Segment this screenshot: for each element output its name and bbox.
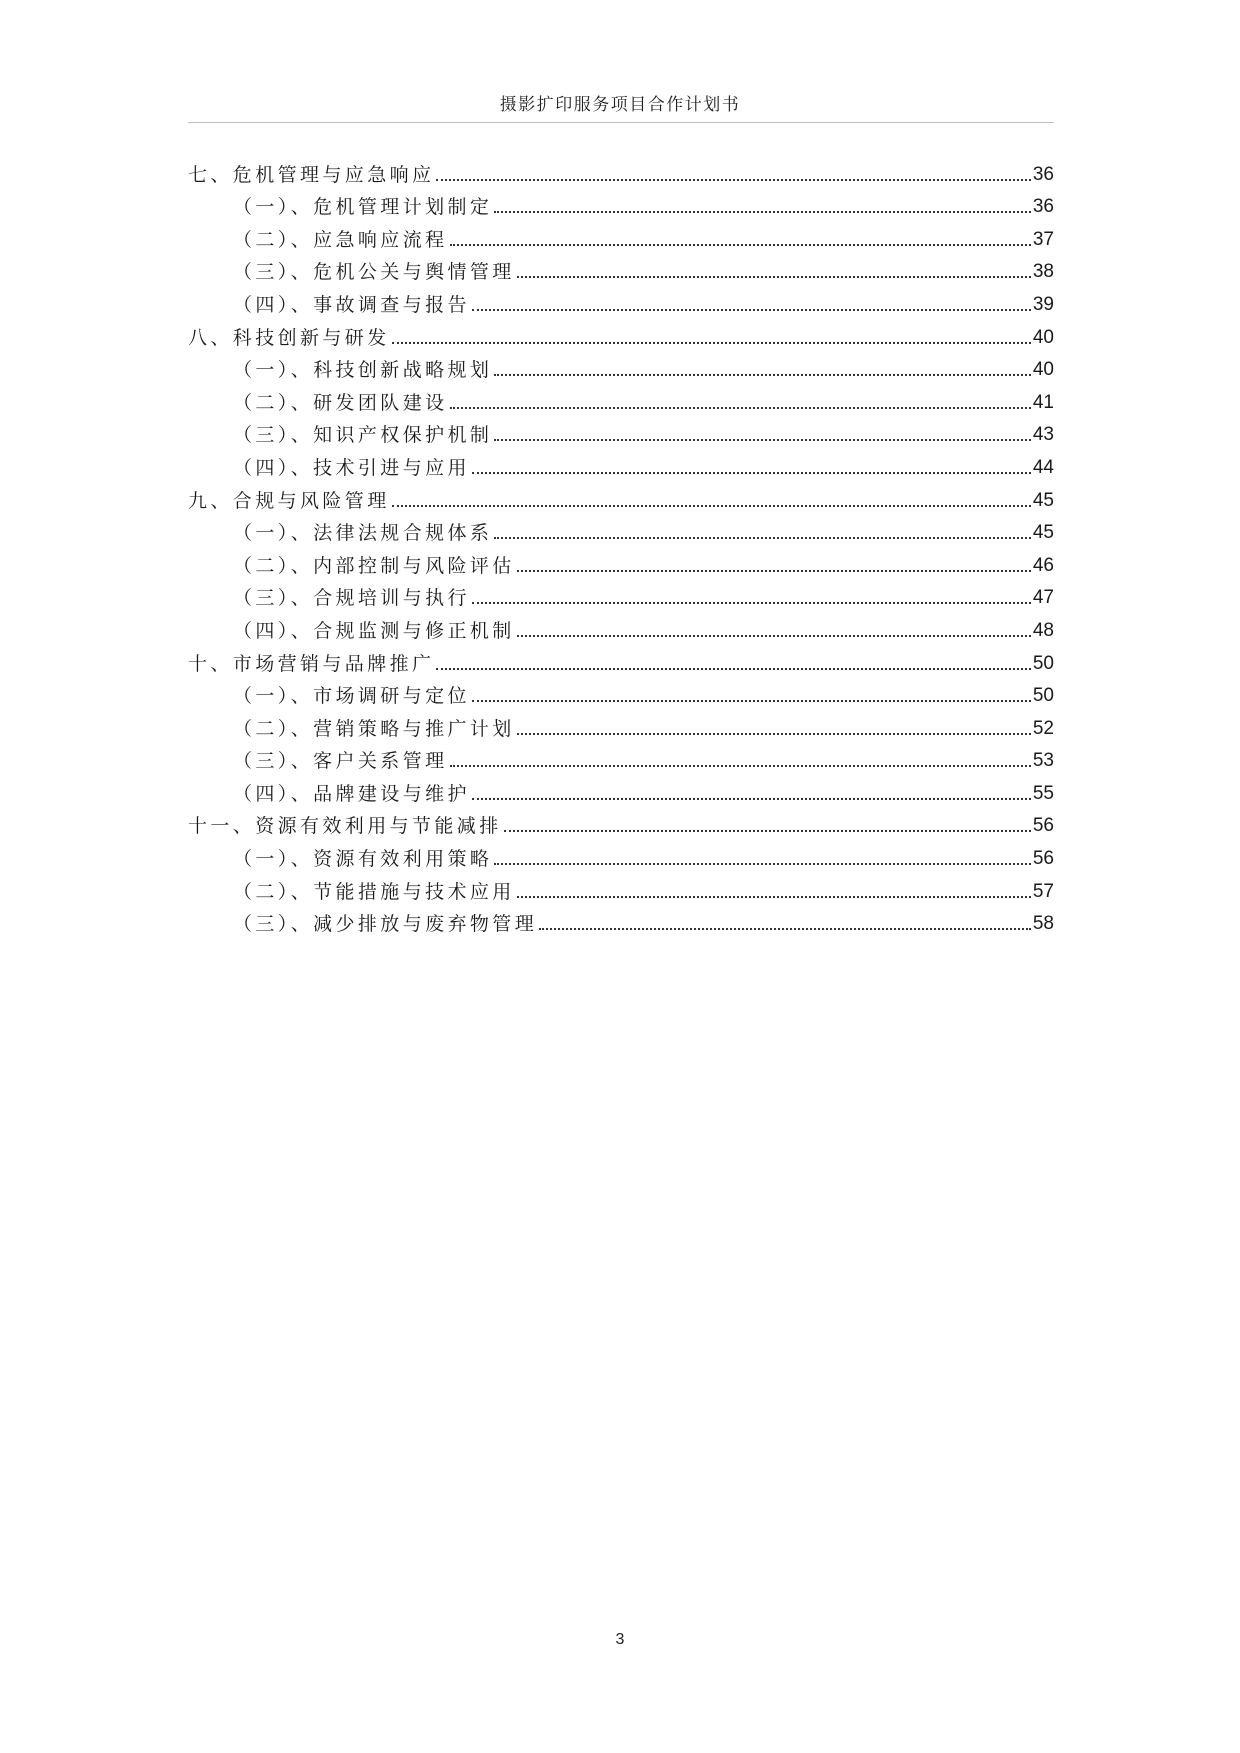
toc-section-entry[interactable] [188, 707, 1054, 740]
toc-entry-title: （三）、危机公关与舆情管理 [233, 261, 515, 284]
toc-dot-leader [450, 244, 1031, 246]
toc-dot-leader [472, 798, 1031, 800]
toc-entry-page: 50 [1032, 685, 1054, 707]
toc-section-entry[interactable] [188, 740, 1054, 773]
toc-entry-page: 57 [1032, 880, 1054, 902]
toc-entry-page: 55 [1032, 782, 1054, 804]
toc-entry-page: 36 [1032, 196, 1054, 218]
toc-entry-page: 36 [1032, 163, 1054, 185]
toc-entry-title: （三）、减少排放与废弃物管理 [233, 913, 538, 936]
toc-entry-page: 40 [1032, 326, 1054, 348]
toc-entry-title: （四）、品牌建设与维护 [233, 782, 470, 805]
toc-entry-title: （一）、法律法规合规体系 [233, 522, 493, 545]
toc-dot-leader [392, 342, 1031, 344]
toc-entry-title: 十一、资源有效利用与节能减排 [188, 815, 502, 838]
toc-dot-leader [472, 700, 1031, 702]
toc-dot-leader [517, 276, 1031, 278]
toc-entry-page: 46 [1032, 554, 1054, 576]
toc-entry-title: （三）、知识产权保护机制 [233, 424, 493, 447]
toc-entry-title: 七、危机管理与应急响应 [188, 163, 435, 186]
toc-section-entry[interactable] [188, 772, 1054, 805]
toc-section-entry[interactable] [188, 283, 1054, 316]
toc-chapter-entry[interactable] [188, 479, 1054, 512]
toc-chapter-entry[interactable] [188, 316, 1054, 349]
toc-entry-page: 58 [1032, 913, 1054, 935]
toc-dot-leader [436, 179, 1030, 181]
toc-section-entry[interactable] [188, 544, 1054, 577]
toc-entry-title: （二）、营销策略与推广计划 [233, 717, 515, 740]
toc-section-entry[interactable] [188, 446, 1054, 479]
toc-chapter-entry[interactable] [188, 153, 1054, 186]
toc-entry-page: 38 [1032, 261, 1054, 283]
toc-entry-page: 43 [1032, 424, 1054, 446]
toc-section-entry[interactable] [188, 870, 1054, 903]
toc-entry-title: （二）、研发团队建设 [233, 391, 448, 414]
toc-dot-leader [504, 830, 1031, 832]
toc-section-entry[interactable] [188, 512, 1054, 545]
toc-entry-title: 十、市场营销与品牌推广 [188, 652, 435, 675]
toc-dot-leader [392, 505, 1031, 507]
toc-entry-page: 50 [1032, 652, 1054, 674]
toc-entry-page: 48 [1032, 619, 1054, 641]
toc-entry-title: （三）、合规培训与执行 [233, 587, 470, 610]
toc-dot-leader [517, 896, 1031, 898]
toc-dot-leader [517, 635, 1031, 637]
toc-section-entry[interactable] [188, 903, 1054, 936]
toc-dot-leader [450, 765, 1031, 767]
toc-dot-leader [494, 439, 1031, 441]
toc-dot-leader [517, 570, 1031, 572]
page-header-title: 摄影扩印服务项目合作计划书 [499, 95, 741, 115]
toc-entry-title: （二）、内部控制与风险评估 [233, 554, 515, 577]
toc-section-entry[interactable] [188, 577, 1054, 610]
toc-entry-title: （二）、应急响应流程 [233, 228, 448, 251]
toc-section-entry[interactable] [188, 609, 1054, 642]
toc-entry-page: 56 [1032, 848, 1054, 870]
toc-dot-leader [436, 668, 1030, 670]
toc-section-entry[interactable] [188, 251, 1054, 284]
toc-dot-leader [494, 374, 1031, 376]
toc-dot-leader [450, 407, 1031, 409]
toc-entry-page: 40 [1032, 359, 1054, 381]
toc-entry-page: 37 [1032, 228, 1054, 250]
toc-section-entry[interactable] [188, 349, 1054, 382]
page-number: 3 [615, 1631, 625, 1648]
toc-entry-title: 九、合规与风险管理 [188, 489, 390, 512]
toc-entry-page: 44 [1032, 456, 1054, 478]
toc-entry-title: （二）、节能措施与技术应用 [233, 880, 515, 903]
toc-entry-title: （一）、危机管理计划制定 [233, 196, 493, 219]
toc-dot-leader [494, 863, 1031, 865]
header-divider [188, 122, 1054, 123]
toc-dot-leader [472, 309, 1031, 311]
toc-dot-leader [494, 537, 1031, 539]
toc-entry-page: 45 [1032, 522, 1054, 544]
toc-entry-page: 56 [1032, 815, 1054, 837]
toc-section-entry[interactable] [188, 186, 1054, 219]
toc-entry-title: （一）、市场调研与定位 [233, 685, 470, 708]
toc-dot-leader [472, 472, 1031, 474]
toc-entry-title: （三）、客户关系管理 [233, 750, 448, 773]
toc-entry-page: 47 [1032, 587, 1054, 609]
toc-section-entry[interactable] [188, 381, 1054, 414]
toc-dot-leader [539, 928, 1031, 930]
toc-section-entry[interactable] [188, 414, 1054, 447]
toc-entry-page: 52 [1032, 717, 1054, 739]
toc-entry-title: （一）、科技创新战略规划 [233, 359, 493, 382]
toc-section-entry[interactable] [188, 837, 1054, 870]
toc-entry-page: 39 [1032, 293, 1054, 315]
toc-entry-title: （四）、事故调查与报告 [233, 293, 470, 316]
toc-dot-leader [517, 733, 1031, 735]
toc-entry-page: 41 [1032, 391, 1054, 413]
toc-entry-page: 53 [1032, 750, 1054, 772]
toc-dot-leader [472, 602, 1031, 604]
toc-entry-page: 45 [1032, 489, 1054, 511]
toc-entry-title: （四）、技术引进与应用 [233, 456, 470, 479]
table-of-contents [188, 153, 1054, 935]
toc-entry-title: 八、科技创新与研发 [188, 326, 390, 349]
toc-entry-title: （四）、合规监测与修正机制 [233, 619, 515, 642]
toc-entry-title: （一）、资源有效利用策略 [233, 848, 493, 871]
toc-section-entry[interactable] [188, 218, 1054, 251]
toc-dot-leader [494, 211, 1031, 213]
toc-chapter-entry[interactable] [188, 805, 1054, 838]
toc-section-entry[interactable] [188, 675, 1054, 708]
toc-chapter-entry[interactable] [188, 642, 1054, 675]
